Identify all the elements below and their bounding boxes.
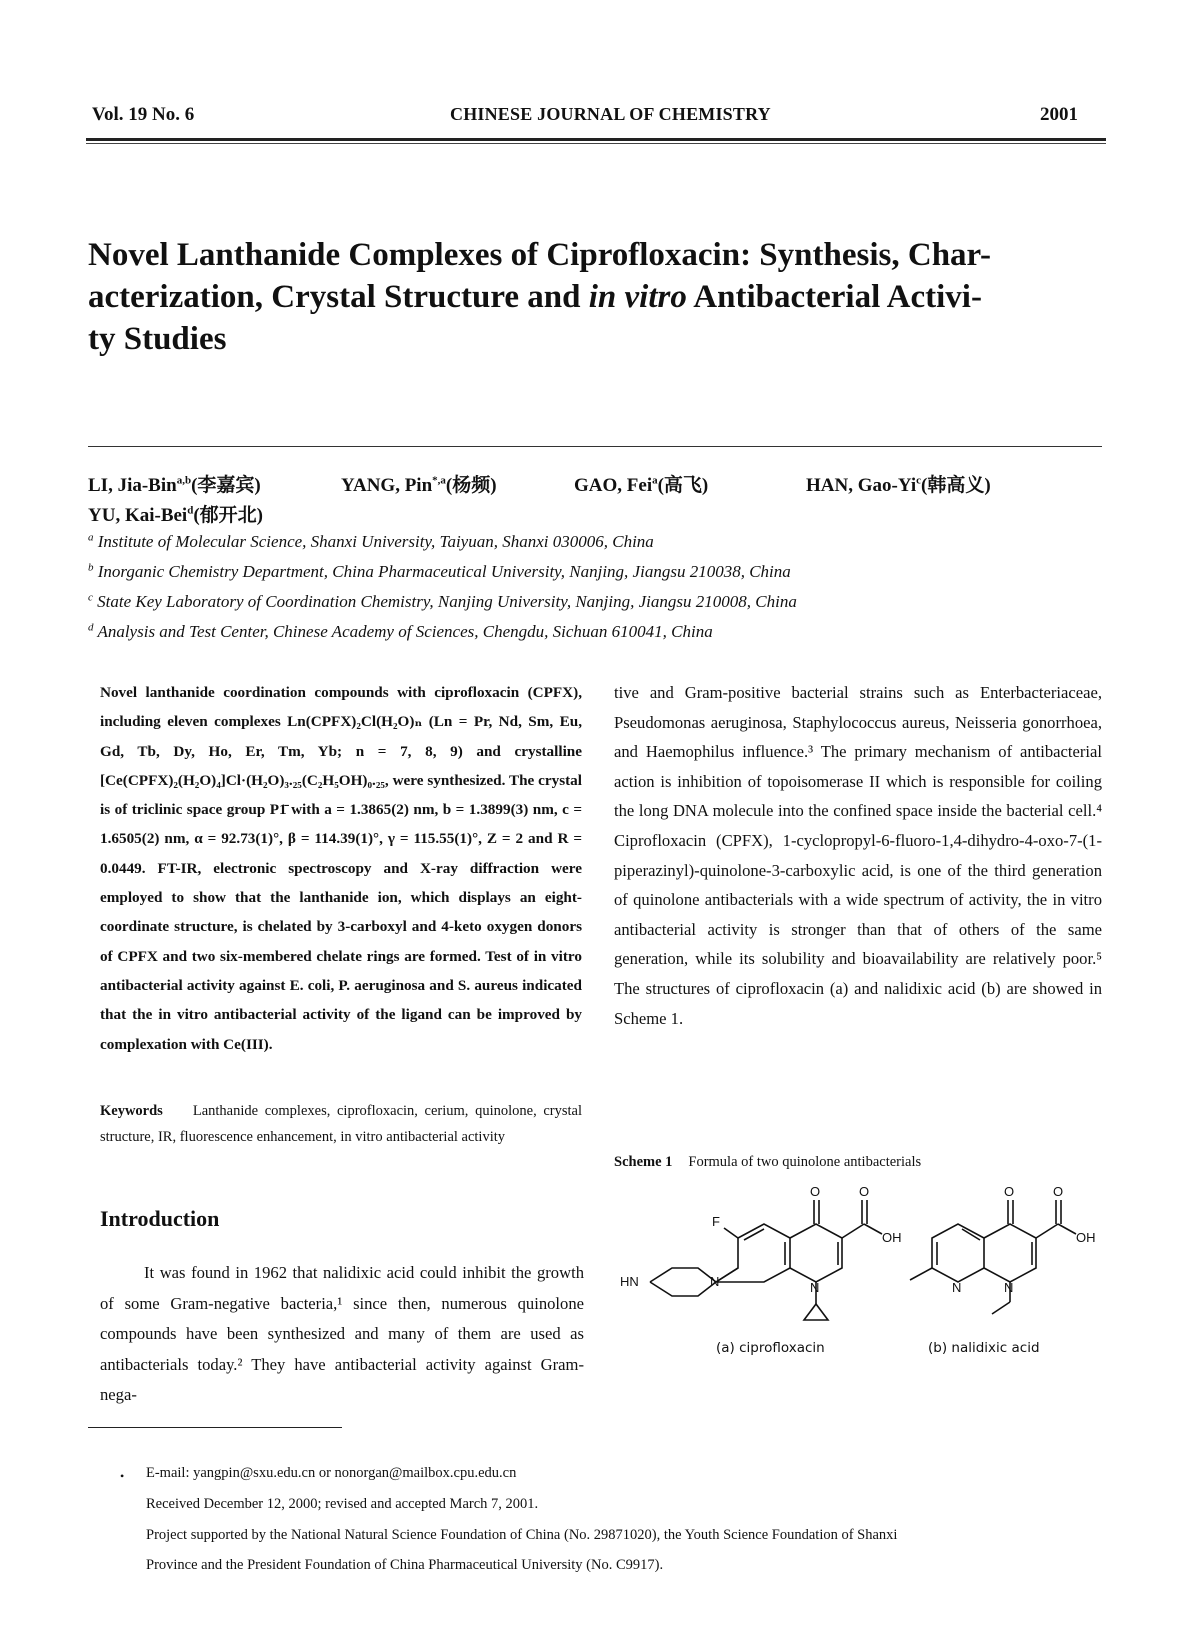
structure-label-ciprofloxacin: (a) ciprofloxacin	[716, 1340, 825, 1356]
atom-label: OH	[882, 1230, 902, 1245]
paper-title	[88, 234, 1108, 360]
scheme-structures	[620, 1180, 1100, 1330]
paragraph: tive and Gram-positive bacterial strains such as Enterbacteriaceae, Pseudomonas aeruginosa, Staphylococcus aureus, Neisseria gonorrhoea, and Haemophilus influence.³ The primary mechanism of antibacterial action is inhibition of topoisomerase II which is responsible for coiling the long DNA molecule into the confined space inside the bacterial cell.⁴ Ciprofloxacin (CPFX), 1-cyclopropyl-6-fluoro-1,4-dihydro-4-oxo-7-(1-piperazinyl)-quinolone-3-carboxylic acid, is one of the third generation of quinolone antibacterials with a wide spectrum of activity, the in vitro antibacterial activity is stronger than that of others of the same generation, while its solubility and bioavailability are relatively poor.⁵ The structures of ciprofloxacin (a) and nalidixic acid (b) are showed in Scheme 1.	[614, 683, 1102, 1028]
author: HAN, Gao-Yi$^c$(韩高义)	[806, 474, 991, 496]
keywords	[100, 1098, 582, 1150]
atom-label: N	[710, 1274, 720, 1289]
title-line-2: acterization, Crystal Structure and in vitro Antibacterial Activi-	[88, 279, 982, 315]
title-line-3: ty Studies	[88, 321, 227, 357]
atom-label: N	[810, 1280, 820, 1295]
section-heading-introduction: Introduction	[100, 1206, 220, 1231]
footnote-email: E-mail: yangpin@sxu.edu.cn or nonorgan@mailbox.cpu.edu.cn	[146, 1465, 517, 1481]
atom-label: O	[810, 1184, 821, 1199]
title-line-1: Novel Lanthanide Complexes of Ciprofloxacin: Synthesis, Char-	[88, 237, 991, 273]
footnote-project: Province and the President Foundation of China Pharmaceutical University (No. C9917).	[146, 1557, 664, 1573]
running-header-page: 2001	[1040, 104, 1078, 125]
footnote-project: Project supported by the National Natural Science Foundation of China (No. 29871020), the Youth Science Foundation of Shanxi	[146, 1527, 898, 1543]
affiliation: $^a$ Institute of Molecular Science, Shanxi University, Taiyuan, Shanxi 030006, China	[88, 531, 654, 551]
structure-label-nalidixic-acid: (b) nalidixic acid	[928, 1340, 1040, 1356]
keywords-text: Lanthanide complexes, ciprofloxacin, cerium, quinolone, crystal structure, IR, fluorescence enhancement, in vitro antibacterial activity	[100, 1103, 582, 1145]
running-header-journal: CHINESE JOURNAL OF CHEMISTRY	[450, 104, 771, 124]
scheme-caption-text: Formula of two quinolone antibacterials	[688, 1154, 922, 1170]
footnote-rule	[88, 1427, 342, 1428]
author: LI, Jia-Bin$^{a,b}$(李嘉宾)	[88, 474, 261, 496]
atom-label: N	[952, 1280, 962, 1295]
affiliation: $^b$ Inorganic Chemistry Department, China Pharmaceutical University, Nanjing, Jiangsu 210038, China	[88, 561, 791, 581]
footnote-bullet: •	[120, 1469, 125, 1483]
atom-label: OH	[1076, 1230, 1096, 1245]
atom-label: F	[712, 1214, 720, 1229]
scheme-label: Scheme 1	[614, 1154, 673, 1170]
atom-label: O	[1053, 1184, 1064, 1199]
header-rule-thin	[86, 143, 1106, 144]
paragraph: It was found in 1962 that nalidixic acid could inhibit the growth of some Gram-negative bacteria,¹ since then, numerous quinolone compounds have been synthesized and many of them are used as antibacterials today.² They have antibacterial activity against Gram-nega-	[100, 1263, 584, 1405]
nalidixic-acid-structure	[910, 1200, 1076, 1314]
abstract: Novel lanthanide coordination compounds with ciprofloxacin (CPFX), including eleven complexes Ln(CPFX)₂Cl(H₂O)ₙ (Ln = Pr, Nd, Sm, Eu, Gd, Tb, Dy, Ho, Er, Tm, Yb; n = 7, 8, 9) and crystalline [Ce(CPFX)₂(H₂O)₄]Cl·(H₂O)₃.₂₅(C₂H₅OH)₀.₂₅, were synthesized. The crystal is of triclinic space group P1̄ with a = 1.3865(2) nm, b = 1.3899(3) nm, c = 1.6505(2) nm, α = 92.73(1)°, β = 114.39(1)°, γ = 115.55(1)°, Z = 2 and R = 0.0449. FT-IR, electronic spectroscopy and X-ray diffraction were employed to show that the lanthanide ion, which displays an eight-coordinate structure, is chelated by 3-carboxyl and 4-keto oxygen donors of CPFX and two six-membered chelate rings are formed. Test of in vitro antibacterial activity against E. coli, P. aeruginosa and S. aureus indicated that the in vitro antibacterial activity of the ligand can be improved by complexation with Ce(III).	[100, 684, 582, 1053]
right-column-text	[614, 678, 1102, 1033]
header-rule	[86, 138, 1106, 141]
title-rule	[88, 446, 1102, 447]
introduction-text	[100, 1258, 584, 1411]
author: GAO, Fei$^a$(高飞)	[574, 474, 709, 496]
scheme-caption	[614, 1154, 921, 1171]
ciprofloxacin-structure	[650, 1200, 882, 1320]
author: YU, Kai-Bei$^d$(郁开北)	[88, 504, 263, 526]
footnote-received: Received December 12, 2000; revised and accepted March 7, 2001.	[146, 1496, 539, 1512]
running-header-volume: Vol. 19 No. 6	[92, 104, 195, 125]
author: YANG, Pin$^{*,a}$(杨频)	[341, 474, 497, 496]
keywords-label: Keywords	[100, 1103, 163, 1119]
atom-label: O	[1004, 1184, 1015, 1199]
affiliation: $^c$ State Key Laboratory of Coordination Chemistry, Nanjing University, Nanjing, Jiangsu 210008, China	[88, 591, 797, 611]
affiliation: $^d$ Analysis and Test Center, Chinese Academy of Sciences, Chengdu, Sichuan 610041, China	[88, 621, 713, 641]
atom-label: HN	[620, 1274, 639, 1289]
atom-label: O	[859, 1184, 870, 1199]
atom-label: N	[1004, 1280, 1014, 1295]
